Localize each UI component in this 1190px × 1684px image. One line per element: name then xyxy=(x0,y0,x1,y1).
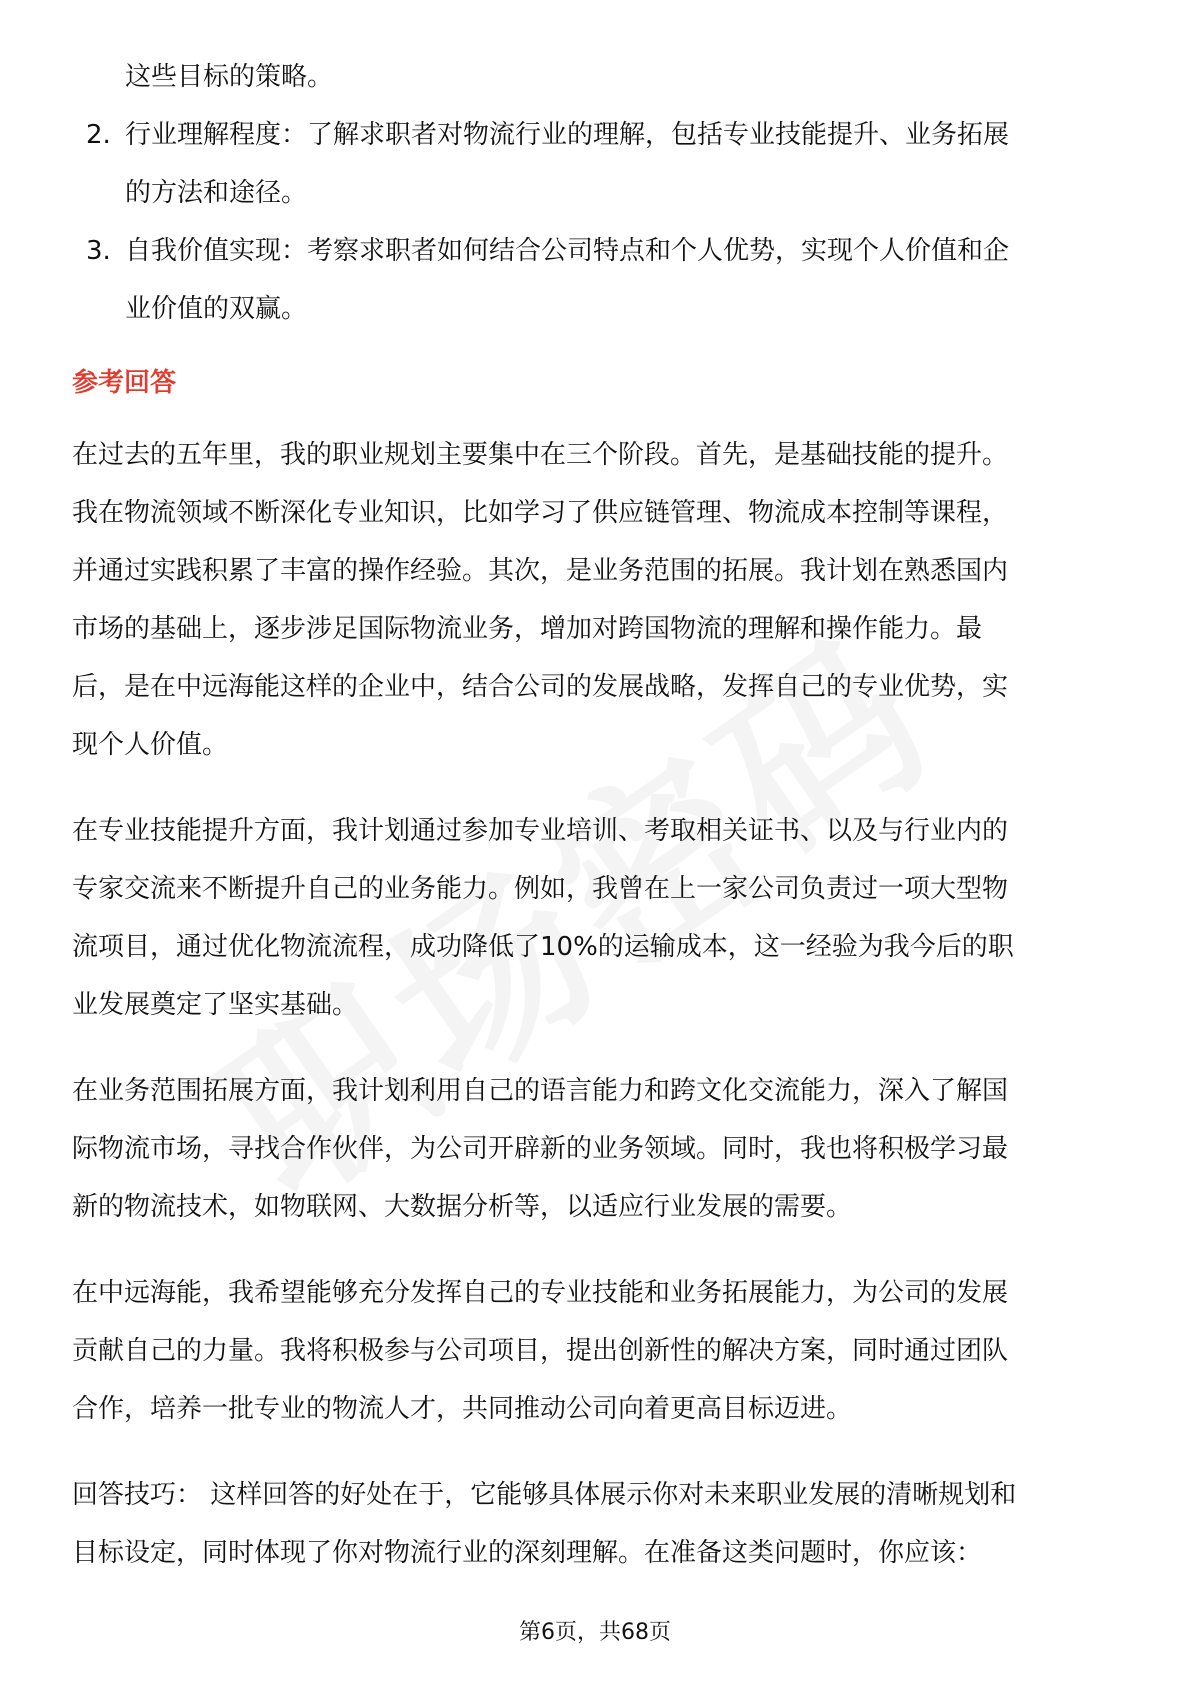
paragraph-line: 业发展奠定了坚实基础。 xyxy=(72,990,359,1020)
paragraph-line: 并通过实践积累了丰富的操作经验。其次，是业务范围的拓展。我计划在熟悉国内 xyxy=(72,556,1009,586)
paragraph-line: 我在物流领域不断深化专业知识，比如学习了供应链管理、物流成本控制等课程， xyxy=(72,498,1009,528)
paragraph-line: 新的物流技术，如物联网、大数据分析等，以适应行业发展的需要。 xyxy=(72,1192,853,1222)
paragraph-line: 流项目，通过优化物流流程，成功降低了10%的运输成本，这一经验为我今后的职 xyxy=(72,932,1014,962)
paragraph-line: 在专业技能提升方面，我计划通过参加专业培训、考取相关证书、以及与行业内的 xyxy=(72,816,1009,846)
paragraph-line: 目标设定，同时体现了你对物流行业的深刻理解。在准备这类问题时，你应该： xyxy=(72,1538,983,1568)
paragraph-line: 在业务范围拓展方面，我计划利用自己的语言能力和跨文化交流能力，深入了解国 xyxy=(72,1076,1009,1106)
paragraph-line: 合作，培养一批专业的物流人才，共同推动公司向着更高目标迈进。 xyxy=(72,1394,853,1424)
paragraph-4 xyxy=(72,1264,1122,1438)
paragraph-line: 现个人价值。 xyxy=(72,730,229,760)
paragraph-line: 在过去的五年里，我的职业规划主要集中在三个阶段。首先，是基础技能的提升。 xyxy=(72,440,1009,470)
paragraph-line: 际物流市场，寻找合作伙伴，为公司开辟新的业务领域。同时，我也将积极学习最 xyxy=(72,1134,1009,1164)
list-number: 2. xyxy=(86,120,111,150)
paragraph-tips xyxy=(72,1466,1122,1582)
page-footer: 第6页，共68页 xyxy=(519,1620,671,1645)
section-heading: 参考回答 xyxy=(72,368,177,398)
list-item xyxy=(72,106,1122,222)
intro-tail-line: 这些目标的策略。 xyxy=(125,62,334,92)
list-text-line: 自我价值实现：考察求职者如何结合公司特点和个人优势，实现个人价值和企 xyxy=(125,236,1010,266)
paragraph-line: 市场的基础上，逐步涉足国际物流业务，增加对跨国物流的理解和操作能力。最 xyxy=(72,614,983,644)
paragraph-1 xyxy=(72,426,1122,774)
paragraph-line: 专家交流来不断提升自己的业务能力。例如，我曾在上一家公司负责过一项大型物 xyxy=(72,874,1009,904)
list-text-line: 的方法和途径。 xyxy=(125,178,308,208)
list-text-line: 行业理解程度：了解求职者对物流行业的理解，包括专业技能提升、业务拓展 xyxy=(125,120,1010,150)
list-text-line: 业价值的双赢。 xyxy=(125,294,308,324)
list-number: 3. xyxy=(86,236,111,266)
list-item xyxy=(72,222,1122,338)
paragraph-line: 回答技巧： 这样回答的好处在于，它能够具体展示你对未来职业发展的清晰规划和 xyxy=(72,1480,1017,1510)
paragraph-2 xyxy=(72,802,1122,1034)
paragraph-3 xyxy=(72,1062,1122,1236)
paragraph-line: 在中远海能，我希望能够充分发挥自己的专业技能和业务拓展能力，为公司的发展 xyxy=(72,1278,1009,1308)
document-body xyxy=(72,48,1122,1610)
paragraph-line: 后，是在中远海能这样的企业中，结合公司的发展战略，发挥自己的专业优势，实 xyxy=(72,672,1009,702)
paragraph-line: 贡献自己的力量。我将积极参与公司项目，提出创新性的解决方案，同时通过团队 xyxy=(72,1336,1009,1366)
